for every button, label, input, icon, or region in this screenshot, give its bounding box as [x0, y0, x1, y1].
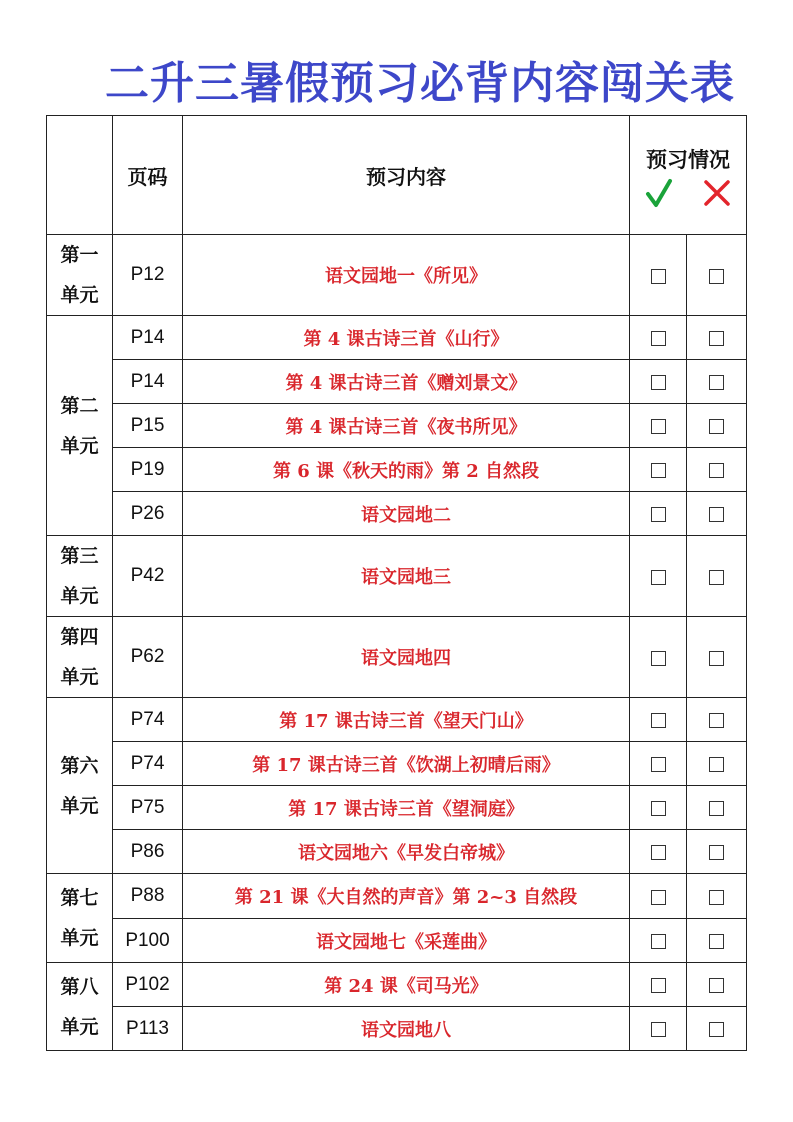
page-number: P62 [113, 617, 183, 698]
unit-label-line1: 第四 [60, 626, 99, 648]
unit-label [47, 536, 113, 617]
not-done-checkbox[interactable] [709, 651, 724, 666]
preview-content: 语文园地七《采莲曲》 [183, 919, 630, 963]
preview-content: 语文园地四 [183, 617, 630, 698]
done-checkbox[interactable] [651, 463, 666, 478]
done-checkbox[interactable] [651, 507, 666, 522]
not-done-checkbox[interactable] [709, 845, 724, 860]
done-checkbox-cell [630, 830, 687, 874]
page-number: P113 [113, 1007, 183, 1051]
preview-checklist-table [46, 115, 747, 1051]
not-done-checkbox[interactable] [709, 934, 724, 949]
not-done-checkbox-cell [687, 1007, 747, 1051]
unit-label [47, 316, 113, 536]
not-done-checkbox-cell [687, 963, 747, 1007]
preview-content: 第 24 课《司马光》 [183, 963, 630, 1007]
done-checkbox-cell [630, 235, 687, 316]
preview-content: 语文园地六《早发白帝城》 [183, 830, 630, 874]
page-number: P15 [113, 404, 183, 448]
done-checkbox[interactable] [651, 651, 666, 666]
not-done-checkbox-cell [687, 316, 747, 360]
unit-label [47, 235, 113, 316]
done-checkbox[interactable] [651, 713, 666, 728]
done-checkbox-cell [630, 360, 687, 404]
unit-label [47, 963, 113, 1051]
preview-content: 第 4 课古诗三首《赠刘景文》 [183, 360, 630, 404]
page-number: P14 [113, 360, 183, 404]
table-row [47, 404, 747, 448]
done-checkbox[interactable] [651, 375, 666, 390]
unit-label-line1: 第一 [60, 244, 99, 266]
not-done-checkbox-cell [687, 786, 747, 830]
done-checkbox[interactable] [651, 269, 666, 284]
not-done-checkbox-cell [687, 919, 747, 963]
done-checkbox-cell [630, 698, 687, 742]
not-done-checkbox-cell [687, 360, 747, 404]
done-checkbox[interactable] [651, 331, 666, 346]
status-marks [630, 178, 746, 208]
done-checkbox-cell [630, 786, 687, 830]
table-row [47, 235, 747, 316]
unit-label-line2: 单元 [60, 1015, 99, 1038]
unit-label-line2: 单元 [60, 585, 99, 607]
table-row [47, 448, 747, 492]
page-number: P100 [113, 919, 183, 963]
table-row [47, 742, 747, 786]
header-unit [47, 116, 113, 235]
unit-label-line1: 第三 [60, 545, 99, 567]
table-row [47, 492, 747, 536]
done-checkbox-cell [630, 316, 687, 360]
unit-label-line2: 单元 [60, 927, 99, 949]
done-checkbox[interactable] [651, 801, 666, 816]
not-done-checkbox[interactable] [709, 978, 724, 993]
unit-label-line1: 第六 [60, 754, 99, 777]
done-checkbox[interactable] [651, 419, 666, 434]
unit-label-line2: 单元 [60, 434, 99, 457]
not-done-checkbox-cell [687, 404, 747, 448]
unit-label-line2: 单元 [60, 794, 99, 817]
not-done-checkbox[interactable] [709, 570, 724, 585]
table-row [47, 830, 747, 874]
not-done-checkbox[interactable] [709, 463, 724, 478]
done-checkbox-cell [630, 742, 687, 786]
header-status-label: 预习情况 [646, 147, 730, 172]
not-done-checkbox[interactable] [709, 1022, 724, 1037]
done-checkbox[interactable] [651, 890, 666, 905]
page-number: P75 [113, 786, 183, 830]
done-checkbox-cell [630, 536, 687, 617]
unit-label-line1: 第二 [60, 394, 99, 417]
table-row [47, 874, 747, 919]
table-row [47, 698, 747, 742]
unit-label [47, 874, 113, 963]
page-number: P74 [113, 742, 183, 786]
done-checkbox-cell [630, 1007, 687, 1051]
unit-label-line2: 单元 [60, 666, 99, 688]
not-done-checkbox[interactable] [709, 890, 724, 905]
table-body [47, 235, 747, 1051]
preview-content: 第 4 课古诗三首《山行》 [183, 316, 630, 360]
not-done-checkbox-cell [687, 617, 747, 698]
not-done-checkbox-cell [687, 235, 747, 316]
done-checkbox-cell [630, 404, 687, 448]
not-done-checkbox[interactable] [709, 757, 724, 772]
preview-content: 第 4 课古诗三首《夜书所见》 [183, 404, 630, 448]
preview-content: 第 21 课《大自然的声音》第 2~3 自然段 [183, 874, 630, 919]
check-icon [645, 178, 673, 208]
preview-content: 第 17 课古诗三首《望天门山》 [183, 698, 630, 742]
table-row [47, 617, 747, 698]
preview-content: 语文园地一《所见》 [183, 235, 630, 316]
preview-content: 语文园地八 [183, 1007, 630, 1051]
unit-label-line2: 单元 [60, 284, 99, 306]
unit-label-line1: 第八 [60, 975, 99, 998]
page-number: P86 [113, 830, 183, 874]
table-row [47, 360, 747, 404]
header-row [47, 116, 747, 235]
not-done-checkbox[interactable] [709, 713, 724, 728]
table-row [47, 316, 747, 360]
table-row [47, 536, 747, 617]
done-checkbox[interactable] [651, 978, 666, 993]
not-done-checkbox[interactable] [709, 331, 724, 346]
not-done-checkbox[interactable] [709, 419, 724, 434]
not-done-checkbox[interactable] [709, 801, 724, 816]
done-checkbox[interactable] [651, 757, 666, 772]
not-done-checkbox[interactable] [709, 375, 724, 390]
page-number: P88 [113, 874, 183, 919]
table-row [47, 1007, 747, 1051]
table-row [47, 919, 747, 963]
page-number: P19 [113, 448, 183, 492]
page-number: P42 [113, 536, 183, 617]
done-checkbox-cell [630, 963, 687, 1007]
page-number: P74 [113, 698, 183, 742]
preview-content: 第 6 课《秋天的雨》第 2 自然段 [183, 448, 630, 492]
done-checkbox[interactable] [651, 845, 666, 860]
not-done-checkbox-cell [687, 698, 747, 742]
page-number: P102 [113, 963, 183, 1007]
done-checkbox-cell [630, 919, 687, 963]
page-title: 二升三暑假预习必背内容闯关表 [105, 58, 735, 109]
header-status [630, 116, 747, 235]
not-done-checkbox-cell [687, 536, 747, 617]
done-checkbox-cell [630, 874, 687, 919]
done-checkbox-cell [630, 448, 687, 492]
page-number: P26 [113, 492, 183, 536]
header-page: 页码 [113, 116, 183, 235]
table-row [47, 786, 747, 830]
unit-label-line1: 第七 [60, 887, 99, 909]
preview-content: 语文园地三 [183, 536, 630, 617]
done-checkbox-cell [630, 492, 687, 536]
preview-content: 第 17 课古诗三首《饮湖上初晴后雨》 [183, 742, 630, 786]
not-done-checkbox[interactable] [709, 507, 724, 522]
done-checkbox[interactable] [651, 1022, 666, 1037]
unit-label [47, 698, 113, 874]
done-checkbox[interactable] [651, 934, 666, 949]
preview-content: 语文园地二 [183, 492, 630, 536]
header-content: 预习内容 [183, 116, 630, 235]
done-checkbox[interactable] [651, 570, 666, 585]
preview-content: 第 17 课古诗三首《望洞庭》 [183, 786, 630, 830]
cross-icon [702, 178, 732, 208]
unit-label [47, 617, 113, 698]
page-number: P14 [113, 316, 183, 360]
not-done-checkbox[interactable] [709, 269, 724, 284]
not-done-checkbox-cell [687, 874, 747, 919]
not-done-checkbox-cell [687, 742, 747, 786]
done-checkbox-cell [630, 617, 687, 698]
page-number: P12 [113, 235, 183, 316]
table-row [47, 963, 747, 1007]
not-done-checkbox-cell [687, 448, 747, 492]
not-done-checkbox-cell [687, 830, 747, 874]
not-done-checkbox-cell [687, 492, 747, 536]
